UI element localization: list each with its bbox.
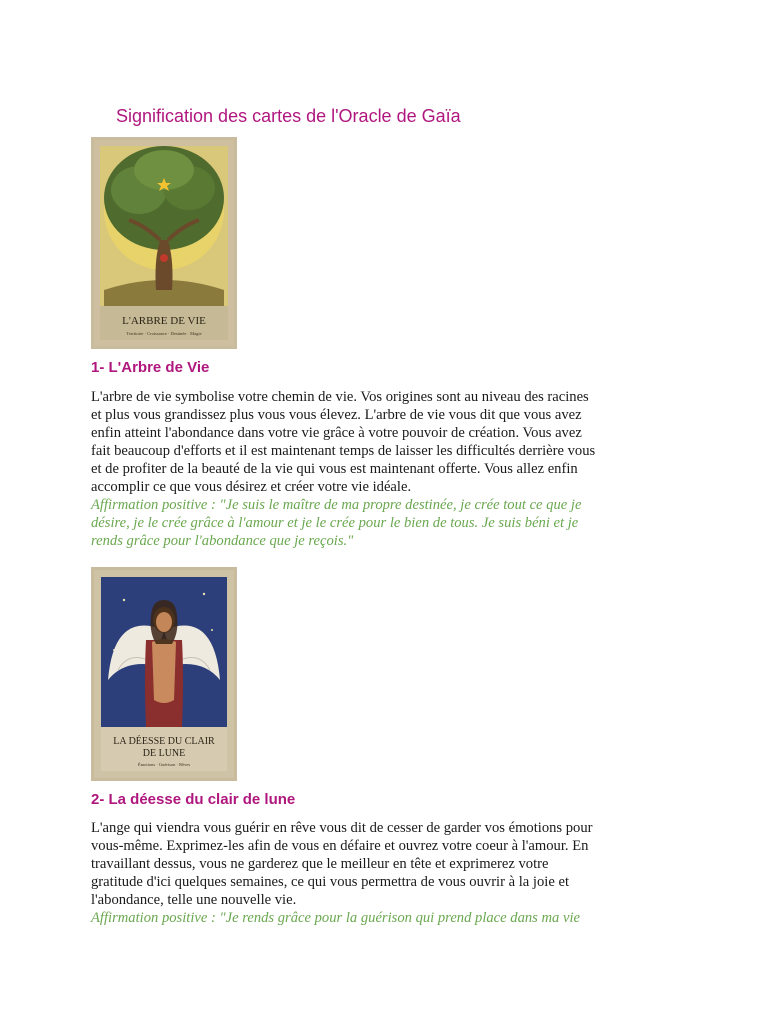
tree-illustration xyxy=(94,140,234,346)
body-line: accomplir ce que vous désirez et créer votre vie idéale. xyxy=(91,479,412,495)
body-line: et de profiter de la beauté de la vie qui vous est maintenant offerte. Vous allez enfin xyxy=(91,461,578,477)
section-heading: 2- La déesse du clair de lune xyxy=(91,791,296,808)
affirmation xyxy=(91,496,681,550)
affirmation-line: désire, je le crée grâce à l'amour et je le crée pour le bien de tous. Je suis béni et je xyxy=(91,515,579,531)
section-body xyxy=(91,388,681,496)
card2-subcaption: Émotions · Guérison · Rêves xyxy=(137,762,191,767)
card2-caption-line2: DE LUNE xyxy=(142,748,186,759)
card-image-arbre-de-vie xyxy=(91,137,237,349)
section-heading: 1- L'Arbre de Vie xyxy=(91,359,210,376)
body-line: gratitude d'ici quelques semaines, ce qui vous permettra de vous ouvrir à la joie et xyxy=(91,874,569,890)
body-line: l'abondance, telle une nouvelle vie. xyxy=(91,892,297,908)
affirmation-line: rends grâce pour l'abondance que je reçois." xyxy=(91,533,354,549)
body-line: et plus vous grandissez plus vous vous élevez. L'arbre de vie vous dit que vous avez xyxy=(91,407,582,423)
body-line: travaillant dessus, vous ne garderez que le meilleur en tête et exprimerez votre xyxy=(91,856,549,872)
body-line: L'ange qui viendra vous guérir en rêve vous dit de cesser de garder vos émotions pour xyxy=(91,820,593,836)
body-line: enfin atteint l'abondance dans votre vie grâce à votre pouvoir de création. Vous avez xyxy=(91,425,582,441)
card1-caption: L'ARBRE DE VIE xyxy=(122,315,206,327)
section-body xyxy=(91,819,681,909)
body-line: fait beaucoup d'efforts et il est maintenant temps de laisser les difficultés derrière vous xyxy=(91,443,596,459)
affirmation-line: Affirmation positive : "Je rends grâce pour la guérison qui prend place dans ma vie xyxy=(91,910,580,926)
card2-caption-line1: LA DÉESSE DU CLAIR xyxy=(113,736,215,747)
page-title: Signification des cartes de l'Oracle de Gaïa xyxy=(116,106,461,126)
affirmation xyxy=(91,909,681,927)
body-line: vous-même. Exprimez-les afin de vous en défaire et ouvrez votre coeur à l'amour. En xyxy=(91,838,589,854)
card-image-deesse-clair-de-lune xyxy=(91,567,237,781)
affirmation-line: Affirmation positive : "Je suis le maître de ma propre destinée, je crée tout ce que je xyxy=(91,497,582,513)
goddess-illustration xyxy=(94,570,234,778)
card1-subcaption: Territoire · Croissance · Destinée · Magie xyxy=(126,331,202,336)
body-line: L'arbre de vie symbolise votre chemin de vie. Vos origines sont au niveau des racines xyxy=(91,389,589,405)
